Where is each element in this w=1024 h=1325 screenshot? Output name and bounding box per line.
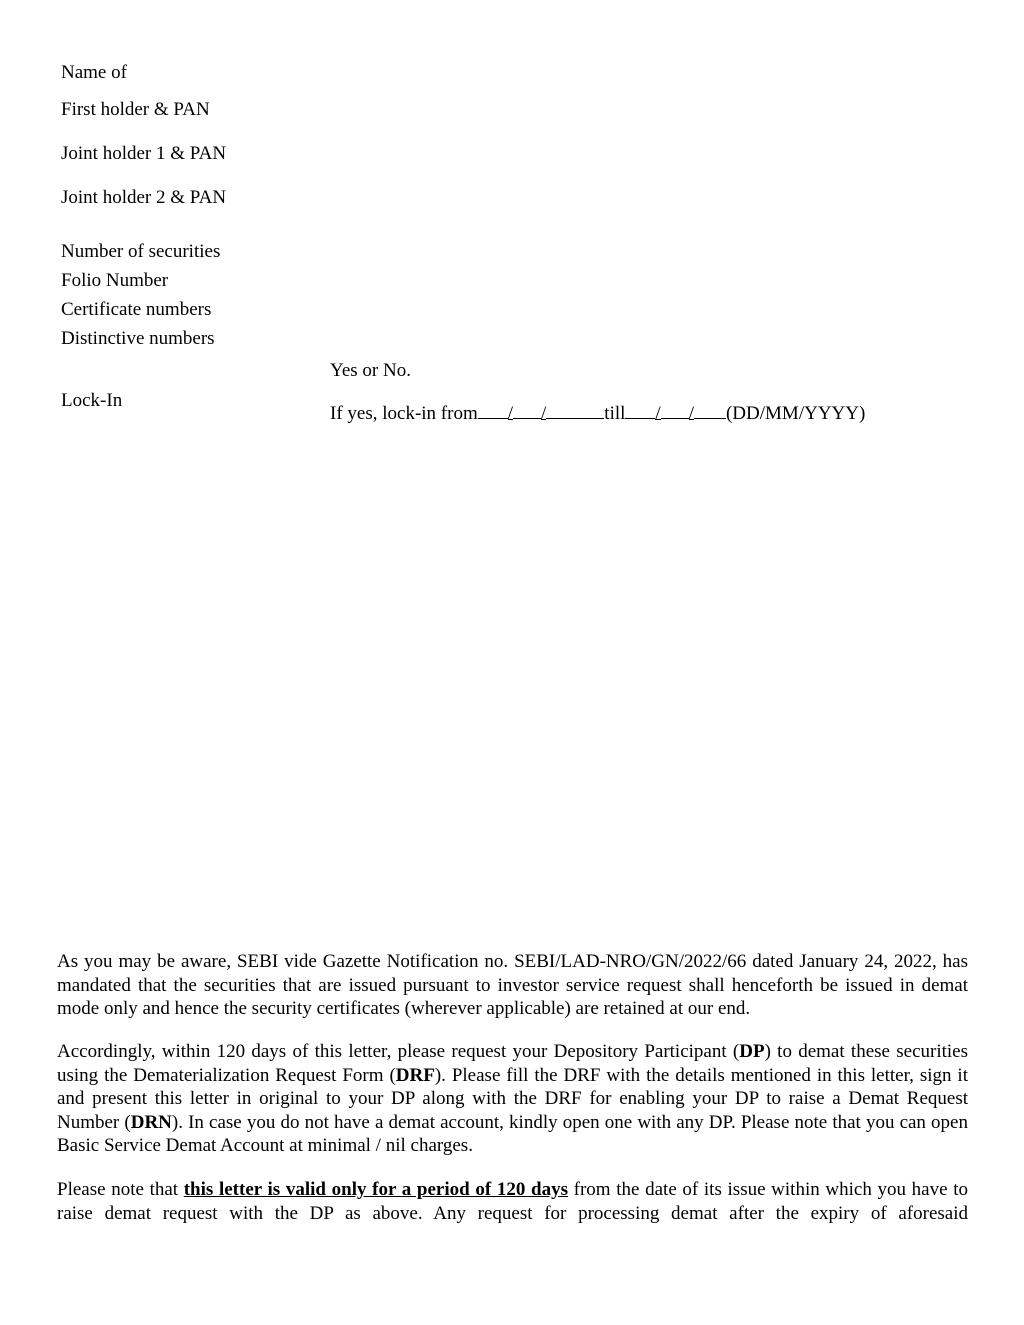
till-slash-1: /	[655, 403, 661, 424]
para2-text-3: ). Please fill the DRF with the details mentioned in this letter, sign it and present this letter in original to your DP along with the DRF for enabling your DP to raise a Demat Request Number (	[57, 1064, 968, 1133]
label-first-holder: First holder & PAN	[61, 99, 210, 120]
para2-text-4: ). In case you do not have a demat account, kindly open one with any DP. Please note that you can open Basic Service Demat Account at minimal / nil charges.	[57, 1111, 968, 1156]
till-month-blank	[661, 402, 689, 419]
from-month-blank	[513, 402, 541, 419]
para2-drf: DRF	[395, 1064, 435, 1086]
label-certificate-numbers: Certificate numbers	[61, 299, 212, 320]
para3-text-2: from the date of its issue within which you have to raise demat request with the DP as above. Any request for processing demat after the expiry of aforesaid	[57, 1179, 968, 1224]
label-number-of-securities: Number of securities	[61, 241, 221, 262]
para3-validity-emphasis: this letter is valid only for a period of 120 days	[183, 1179, 568, 1200]
till-year-blank	[694, 402, 726, 419]
from-day-blank	[478, 402, 508, 419]
para2-text-2: ) to demat these securities using the Dematerialization Request Form (	[57, 1041, 968, 1086]
paragraph-demat-request	[57, 1040, 968, 1158]
from-slash-1: /	[507, 403, 514, 424]
label-name-of: Name of	[61, 62, 127, 83]
lock-in-from-text: If yes, lock-in from	[330, 403, 478, 424]
para2-text-1: Accordingly, within 120 days of this letter, please request your Depository Participant (	[57, 1041, 740, 1062]
date-format-text: (DD/MM/YYYY)	[725, 403, 866, 424]
lock-in-date-line	[330, 402, 865, 425]
label-folio-number: Folio Number	[61, 270, 169, 291]
label-joint-holder-1: Joint holder 1 & PAN	[61, 143, 227, 164]
till-slash-2: /	[688, 403, 694, 424]
label-distinctive-numbers: Distinctive numbers	[61, 328, 215, 349]
till-text: till	[604, 403, 626, 424]
para3-text-1: Please note that	[57, 1179, 184, 1200]
label-joint-holder-2: Joint holder 2 & PAN	[61, 187, 227, 208]
from-year-blank	[546, 402, 604, 419]
till-day-blank	[625, 402, 655, 419]
para2-drn: DRN	[130, 1111, 172, 1133]
paragraph-sebi-notice: As you may be aware, SEBI vide Gazette Notification no. SEBI/LAD-NRO/GN/2022/66 dated January 24, 2022, has mandated that the securities that are issued pursuant to investor service request shall henceforth be issued in demat mode only and hence the security certificates (wherever applicable) are retained at our end.	[57, 951, 968, 1019]
para2-dp: DP	[739, 1041, 765, 1062]
paragraph-validity	[57, 1178, 968, 1225]
lock-in-yes-or-no: Yes or No.	[330, 360, 411, 381]
from-slash-2: /	[541, 403, 547, 424]
label-lock-in: Lock-In	[61, 390, 123, 411]
